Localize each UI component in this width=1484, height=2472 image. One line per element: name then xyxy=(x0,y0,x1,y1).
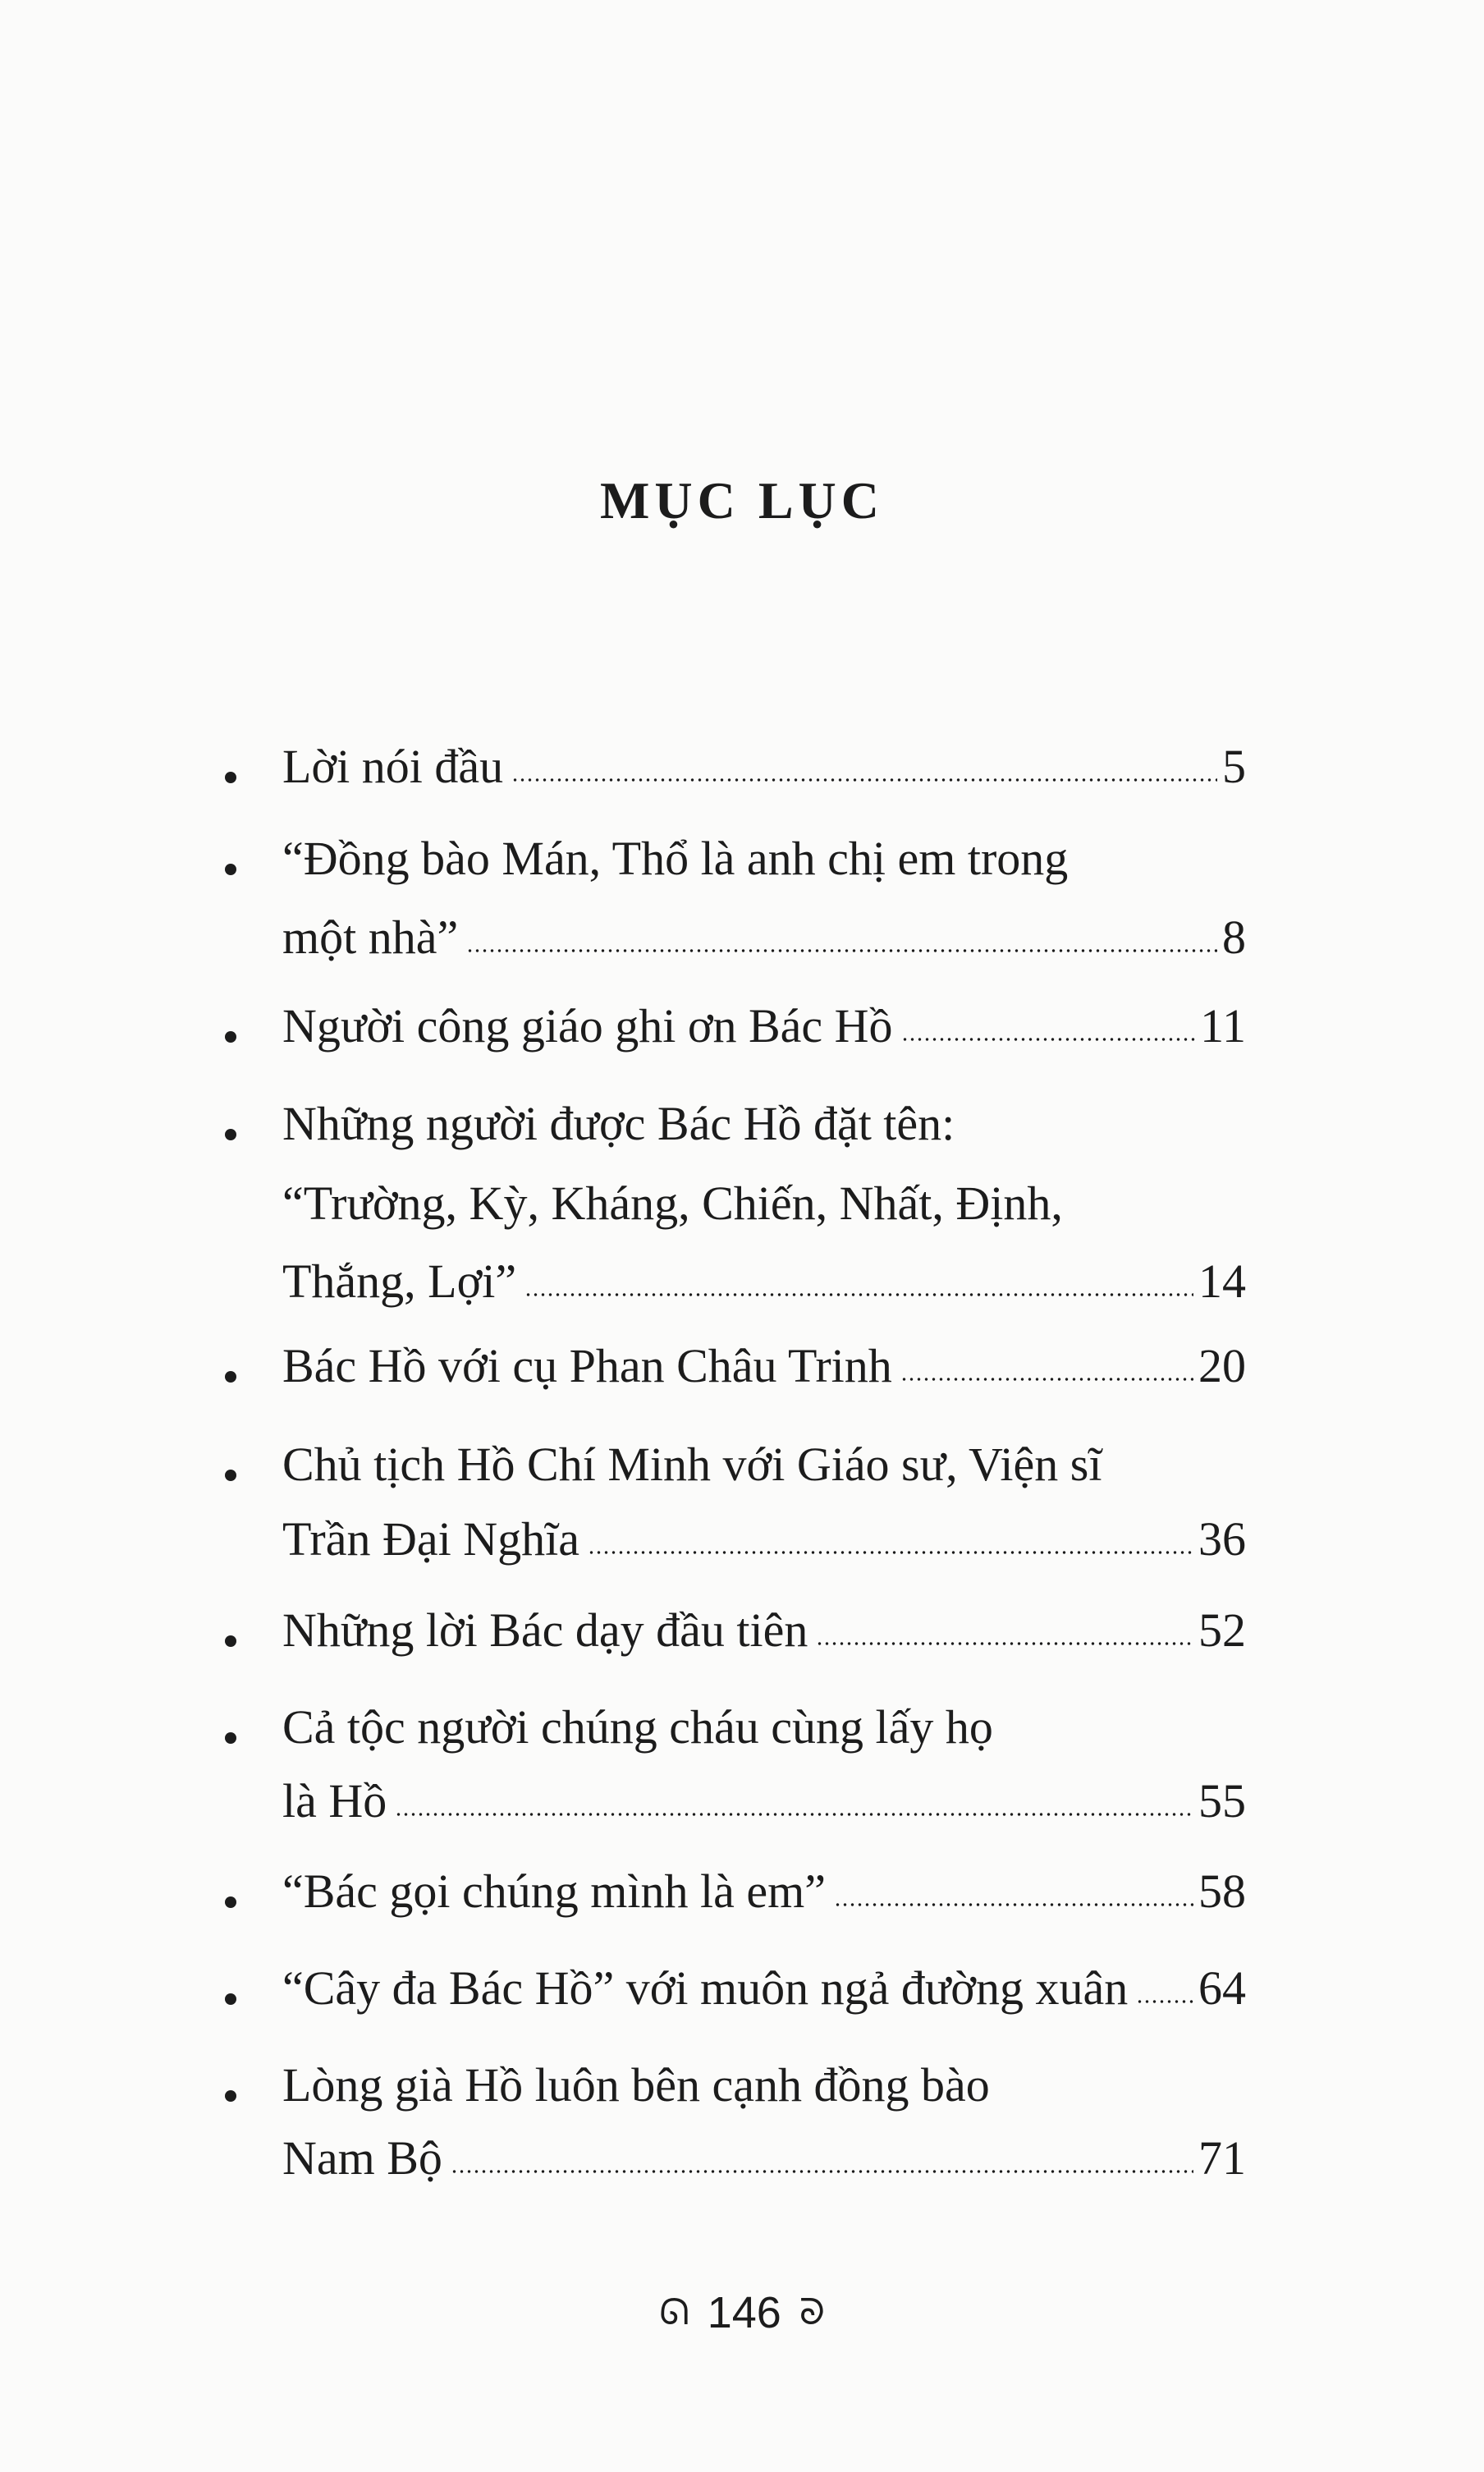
dot-leader xyxy=(511,777,1217,782)
bullet-icon xyxy=(225,1896,236,1908)
toc-entry-line xyxy=(282,832,1246,885)
toc-entry-line xyxy=(282,1961,1246,2015)
dot-leader xyxy=(900,1377,1193,1382)
toc-page-number: 36 xyxy=(1198,1512,1246,1566)
bullet-icon xyxy=(225,1635,236,1647)
toc-entry-line xyxy=(282,740,1246,793)
dot-leader xyxy=(816,1641,1193,1646)
bullet-icon xyxy=(225,1993,236,2005)
toc-entry-title-continued: Trần Đại Nghĩa xyxy=(282,1512,579,1566)
toc-entry-line xyxy=(282,2131,1246,2185)
toc-entry-line xyxy=(282,999,1246,1053)
toc-entry-title: Lòng già Hồ luôn bên cạnh đồng bào xyxy=(282,2058,990,2112)
dot-leader xyxy=(588,1550,1193,1555)
toc-page-number: 71 xyxy=(1198,2131,1246,2185)
toc-page-number: 64 xyxy=(1198,1961,1246,2015)
toc-entry-line xyxy=(282,1603,1246,1657)
toc-page-number: 52 xyxy=(1198,1603,1246,1657)
toc-entry-title-continued: một nhà” xyxy=(282,910,459,964)
toc-entry-title-continued: là Hồ xyxy=(282,1774,387,1828)
bullet-icon xyxy=(225,2090,236,2102)
dot-leader xyxy=(901,1037,1196,1042)
toc-page-number: 20 xyxy=(1198,1339,1246,1392)
toc-entry-line xyxy=(282,1438,1246,1491)
toc-entry-title: Chủ tịch Hồ Chí Minh với Giáo sư, Viện sĩ xyxy=(282,1438,1102,1491)
toc-entry-line xyxy=(282,2058,1246,2112)
bullet-icon xyxy=(225,1732,236,1744)
toc-entry-title: “Bác gọi chúng mình là em” xyxy=(282,1864,826,1918)
toc-entry-title-continued: “Trường, Kỳ, Kháng, Chiến, Nhất, Định, xyxy=(282,1176,1063,1230)
toc-entry-title-continued: Thắng, Lợi” xyxy=(282,1254,517,1308)
toc-entry-line xyxy=(282,1864,1246,1918)
dot-leader xyxy=(395,1812,1193,1817)
page-footer xyxy=(0,2288,1484,2337)
bullet-icon xyxy=(225,772,236,783)
toc-page-number: 58 xyxy=(1198,1864,1246,1918)
toc-entry-line xyxy=(282,1700,1246,1754)
toc-entry-line xyxy=(282,1512,1246,1566)
toc-entry-title: Cả tộc người chúng cháu cùng lấy họ xyxy=(282,1700,993,1754)
toc-entry-title-continued: Nam Bộ xyxy=(282,2131,442,2185)
bullet-icon xyxy=(225,864,236,875)
toc-page-number: 5 xyxy=(1222,740,1246,793)
toc-entry-line xyxy=(282,1774,1246,1828)
toc-entry-line xyxy=(282,1254,1246,1308)
toc-entry-line xyxy=(282,1339,1246,1392)
ornament-left-icon: ᘏ xyxy=(659,2291,689,2332)
dot-leader xyxy=(466,948,1217,953)
toc-entry-line xyxy=(282,910,1246,964)
toc-entry-title: “Cây đa Bác Hồ” với muôn ngả đường xuân xyxy=(282,1961,1129,2015)
dot-leader xyxy=(451,2169,1193,2174)
toc-entry-line xyxy=(282,1097,1246,1150)
dot-leader xyxy=(524,1292,1193,1297)
toc-entry-line xyxy=(282,1176,1246,1230)
toc-entry-title: Những lời Bác dạy đầu tiên xyxy=(282,1603,808,1657)
page-title: MỤC LỤC xyxy=(600,471,884,530)
toc-page-number: 14 xyxy=(1198,1254,1246,1308)
dot-leader xyxy=(834,1902,1193,1907)
toc-entry-title: Lời nói đầu xyxy=(282,740,504,793)
dot-leader xyxy=(1136,1999,1193,2004)
toc-entry-title: Những người được Bác Hồ đặt tên: xyxy=(282,1097,955,1150)
toc-page-number: 55 xyxy=(1198,1774,1246,1828)
bullet-icon xyxy=(225,1129,236,1140)
ornament-right-icon: ᘐ xyxy=(799,2291,825,2332)
toc-entry-title: Bác Hồ với cụ Phan Châu Trinh xyxy=(282,1339,892,1392)
toc-page-number: 8 xyxy=(1222,910,1246,964)
page-number: 146 xyxy=(707,2288,781,2337)
toc-entry-title: Người công giáo ghi ơn Bác Hồ xyxy=(282,999,893,1053)
bullet-icon xyxy=(225,1031,236,1043)
bullet-icon xyxy=(225,1371,236,1383)
bullet-icon xyxy=(225,1470,236,1481)
toc-entry-title: “Đồng bào Mán, Thổ là anh chị em trong xyxy=(282,832,1069,885)
toc-page-number: 11 xyxy=(1200,999,1246,1053)
table-of-contents xyxy=(215,0,1246,2472)
